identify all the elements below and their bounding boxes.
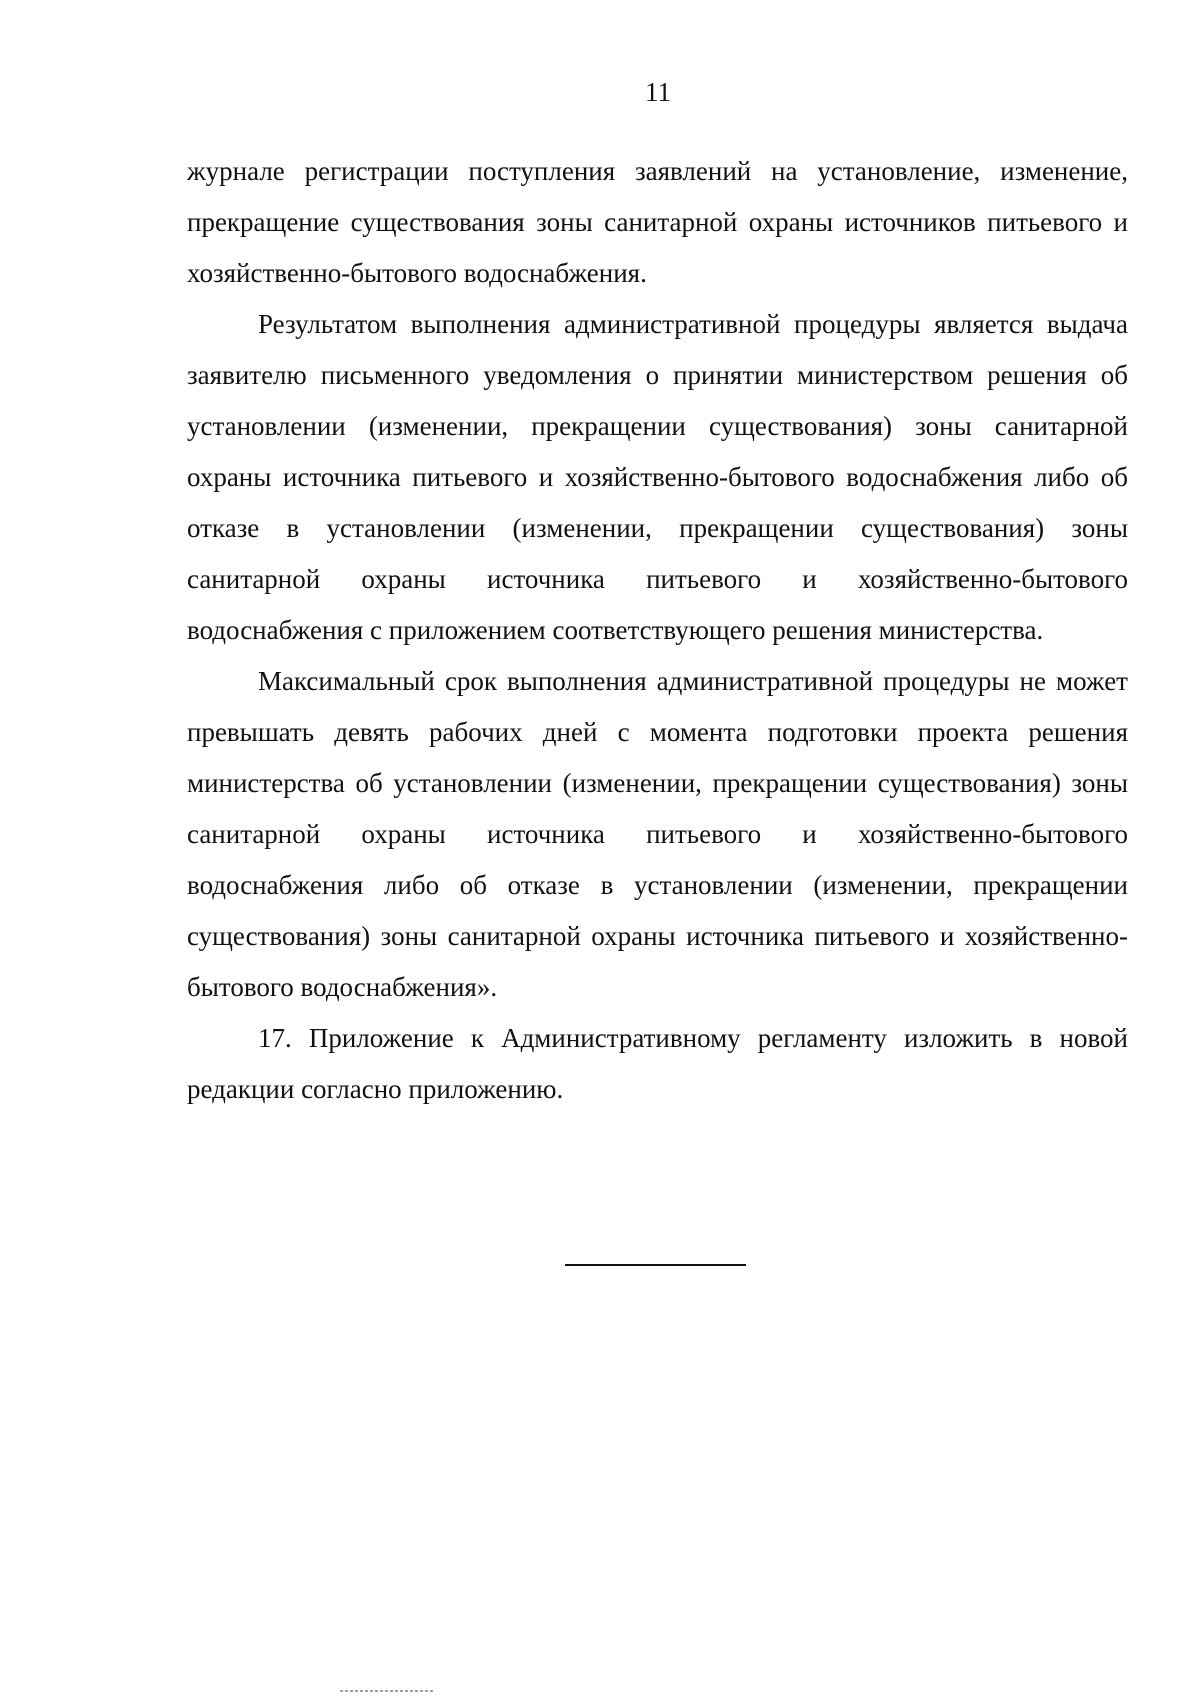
end-separator-line xyxy=(565,1264,746,1266)
paragraph-registration-journal: журнале регистрации поступления заявлений на установление, изменение, прекращение существования зоны санитарной охраны источников питьевого и хозяйственно-бытового водоснабжения. xyxy=(187,156,1128,288)
document-body xyxy=(187,146,1128,1115)
scan-artifact-mark xyxy=(340,1690,435,1692)
page-number: 11 xyxy=(645,77,671,107)
paragraph-appendix-item-17: 17. Приложение к Административному регламенту изложить в новой редакции согласно приложению. xyxy=(187,1023,1128,1104)
paragraph-maximum-term: Максимальный срок выполнения административной процедуры не может превышать девять рабочих дней с момента подготовки проекта решения министерства об установлении (изменении, прекращении существования) зоны санитарной охраны источника питьевого и хозяйственно-бытового водоснабжения либо об отказе в установлении (изменении, прекращении существования) зоны санитарной охраны источника питьевого и хозяйственно-бытового водоснабжения». xyxy=(187,666,1128,1002)
paragraph-procedure-result: Результатом выполнения административной процедуры является выдача заявителю письменного уведомления о принятии министерством решения об установлении (изменении, прекращении существования) зоны санитарной охраны источника питьевого и хозяйственно-бытового водоснабжения либо об отказе в установлении (изменении, прекращении существования) зоны санитарной охраны источника питьевого и хозяйственно-бытового водоснабжения с приложением соответствующего решения министерства. xyxy=(187,309,1128,645)
